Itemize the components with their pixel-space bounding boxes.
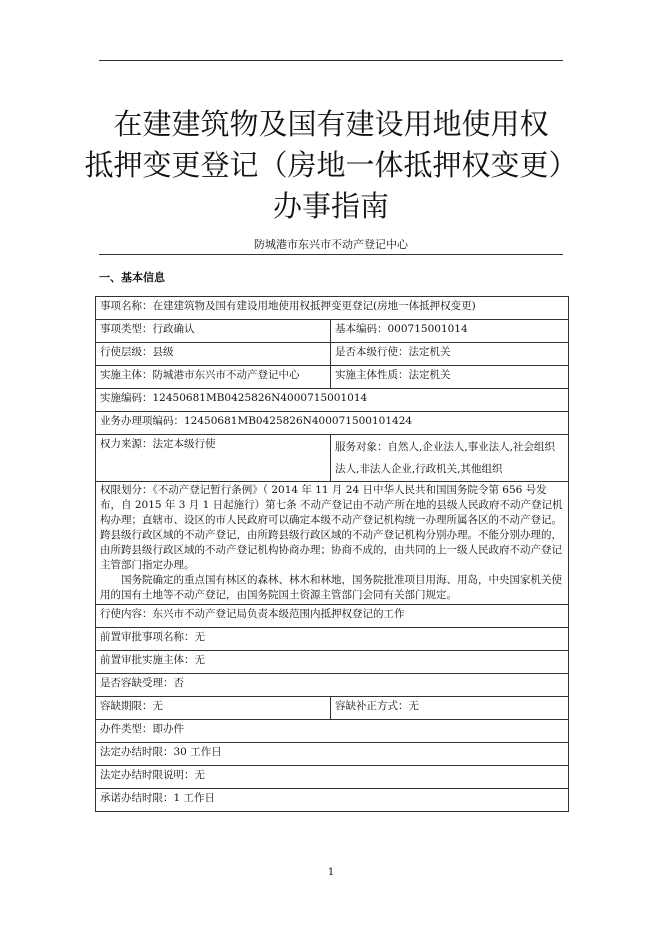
biz-code-cell: 业务办理项编码：12450681MB0425826N400071500101424 (96, 412, 569, 435)
legal-limit-cell: 法定办结时限：30 工作日 (96, 743, 569, 766)
authority-paragraph-3: 国务院确定的重点国有林区的森林、林木和林地，国务院批准项目用海、用岛，中央国家机关使用的国有土地等不动产登记，由国务院国土资源主管部门会同有关部门规定。 (100, 574, 562, 601)
accept-missing-cell: 是否容缺受理：否 (96, 674, 569, 697)
level-cell: 行使层级：县级 (96, 343, 331, 366)
legal-limit-note-cell: 法定办结时限说明：无 (96, 766, 569, 789)
authority-cell (96, 482, 569, 605)
basic-info-table (95, 296, 569, 812)
page-number: 1 (327, 867, 335, 878)
subject-cell: 实施主体：防城港市东兴市不动产登记中心 (96, 366, 331, 389)
authority-paragraph-2: 跨县级行政区域的不动产登记，由所跨县级行政区域的不动产登记机构分别办理。不能分别办理的，由所跨县级行政区域的不动产登记机构协商办理；协商不成的，由共同的上一级人民政府不动产登记主管部门指定办理。 (100, 529, 562, 571)
power-source-cell: 权力来源：法定本级行使 (96, 435, 331, 482)
subject-nature-cell: 实施主体性质：法定机关 (331, 366, 569, 389)
service-object-cell: 服务对象：自然人,企业法人,事业法人,社会组织法人,非法人企业,行政机关,其他组织 (331, 435, 569, 482)
item-type-cell: 事项类型：行政确认 (96, 320, 331, 343)
missing-method-cell: 容缺补正方式：无 (331, 697, 569, 720)
content-cell: 行使内容：东兴市不动产登记局负责本级范围内抵押权登记的工作 (96, 605, 569, 628)
authority-paragraph-1: 权限划分：《不动产登记暂行条例》（ 2014 年 11 月 24 日中华人民共和国国务院令第 656 号发布，自 2015 年 3 月 1 日起施行）第七条 不动产登记由不动产所在地的县级人民政府不动产登记机构办理；直辖市、设区的市人民政府可以确定本级不动产登记机构统一办理所属各区的不动产登记。 (100, 484, 563, 526)
basic-code-cell: 基本编码：000715001014 (331, 320, 569, 343)
pre-approval-name-cell: 前置审批事项名称：无 (96, 628, 569, 651)
title-line-1: 在建建筑物及国有建设用地使用权 (113, 107, 549, 141)
organization: 防城港市东兴市不动产登记中心 (254, 238, 408, 251)
top-rule (99, 60, 563, 61)
item-name-cell: 事项名称：在建建筑物及国有建设用地使用权抵押变更登记(房地一体抵押权变更) (96, 297, 569, 320)
handle-type-cell: 办件类型：即办件 (96, 720, 569, 743)
section-heading: 一、基本信息 (99, 271, 165, 284)
impl-code-cell: 实施编码：12450681MB0425826N4000715001014 (96, 389, 569, 412)
title-line-2: 抵押变更登记（房地一体抵押权变更） (84, 148, 578, 182)
promise-limit-cell: 承诺办结时限：1 工作日 (96, 789, 569, 812)
organization-rule (99, 254, 563, 255)
missing-period-cell: 容缺期限：无 (96, 697, 331, 720)
is-this-level-cell: 是否本级行使：法定机关 (331, 343, 569, 366)
title-line-3: 办事指南 (272, 189, 389, 223)
pre-approval-subject-cell: 前置审批实施主体：无 (96, 651, 569, 674)
